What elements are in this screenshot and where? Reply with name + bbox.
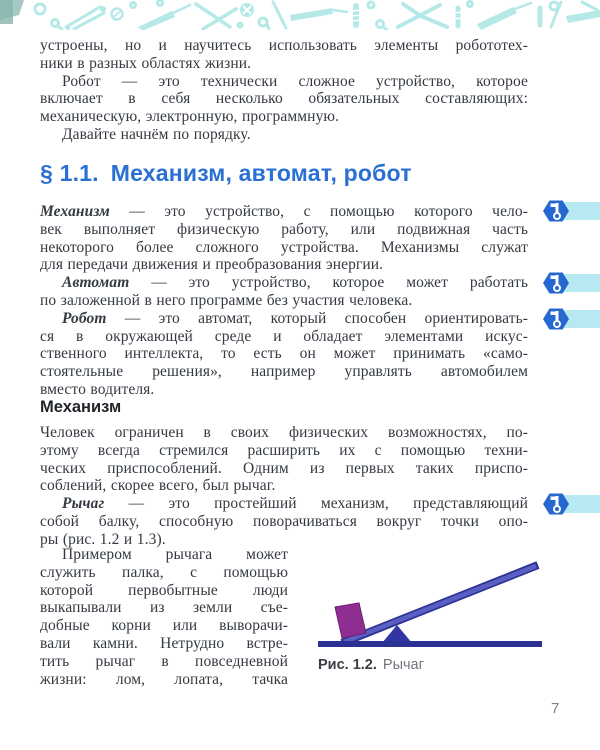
text-line: соблений, скорее всего, был рычаг. bbox=[40, 477, 276, 495]
intro-paragraphs bbox=[40, 37, 528, 144]
term-robot: Робот bbox=[62, 309, 107, 327]
text-line: включает в себя несколько обязательных составляющих: bbox=[40, 90, 528, 108]
text-line bbox=[40, 495, 528, 513]
text-line: собой балку, способную поворачиваться вокруг точки опо- bbox=[40, 512, 528, 530]
term-automaton: Автомат bbox=[62, 274, 130, 292]
text-line: стоятельные решения», например управлять автомобилем bbox=[40, 363, 528, 381]
keyword-marker bbox=[543, 270, 600, 296]
mechanism-paragraphs bbox=[40, 424, 528, 549]
text-line: устроены, но и научитесь использовать элементы робототех- bbox=[40, 37, 528, 54]
text-line: тить рычаг в повседневной bbox=[40, 652, 288, 670]
section-title: Механизм, автомат, робот bbox=[110, 160, 412, 186]
figure-caption bbox=[318, 657, 424, 673]
section-number: § 1.1. bbox=[40, 160, 99, 186]
text-run: — это устройство, которое может работать bbox=[129, 274, 528, 292]
text-line: ники в разных областях жизни. bbox=[40, 54, 252, 72]
text-line bbox=[40, 274, 528, 292]
text-line: Робот — это технически сложное устройство, которое bbox=[62, 72, 528, 90]
lever-diagram-icon bbox=[312, 552, 548, 656]
text-line: ственного интеллекта, то есть он может принимать «само- bbox=[40, 345, 528, 363]
key-icon bbox=[543, 270, 569, 296]
text-line: ческих приспособлений. Одним из первых таких приспо- bbox=[40, 459, 528, 477]
key-icon bbox=[543, 198, 569, 224]
figure-caption-text: Рычаг bbox=[382, 657, 424, 673]
text-run: — это устройство, с помощью которого чело- bbox=[109, 203, 528, 220]
term-mechanism: Механизм bbox=[40, 203, 110, 220]
top-border-pattern bbox=[0, 0, 600, 30]
text-line bbox=[40, 310, 528, 328]
text-line: некоторого более сложного устройства. Механизмы служат bbox=[40, 238, 528, 256]
keyword-marker bbox=[543, 491, 600, 517]
page-number: 7 bbox=[551, 700, 560, 717]
text-line: по заложенной в него программе без участия человека. bbox=[40, 291, 413, 309]
text-line: Давайте начнём по порядку. bbox=[62, 125, 251, 143]
key-icon bbox=[543, 306, 569, 332]
text-run: — это автомат, который способен ориентировать- bbox=[106, 309, 528, 327]
lever-example-column bbox=[40, 546, 288, 688]
text-line bbox=[40, 203, 528, 221]
text-line: ся в окружающей среде и обладает элементами искус- bbox=[40, 327, 528, 345]
load-cube bbox=[335, 603, 366, 638]
text-line: этому всегда стремился расширить их с помощью техни- bbox=[40, 441, 528, 459]
text-line: Человек ограничен в своих физических возможностях, по- bbox=[40, 424, 528, 441]
text-line: век выполняет физическую работу, или подвижная часть bbox=[40, 220, 528, 238]
text-line: механическую, электронную, программную. bbox=[40, 108, 340, 126]
term-lever: Рычаг bbox=[62, 495, 105, 513]
text-line: Примером рычага может bbox=[62, 546, 288, 563]
keyword-marker bbox=[543, 198, 600, 224]
text-line: выкапывали из земли съе- bbox=[40, 599, 288, 617]
figure-caption-label: Рис. 1.2. bbox=[318, 657, 377, 673]
text-line: ры (рис. 1.2 и 1.3). bbox=[40, 530, 166, 548]
key-icon bbox=[543, 491, 569, 517]
text-line: вместо водителя. bbox=[40, 380, 155, 398]
keyword-marker bbox=[543, 306, 600, 332]
section-heading bbox=[40, 160, 412, 187]
subsection-heading: Механизм bbox=[40, 398, 122, 416]
lever-figure bbox=[312, 552, 548, 652]
definitions-paragraphs bbox=[40, 203, 528, 399]
lever-beam bbox=[344, 566, 536, 642]
tools-doodle-pattern-icon bbox=[0, 0, 600, 30]
text-line: добные корни или выворачи- bbox=[40, 617, 288, 635]
text-line: которой первобытные люди bbox=[40, 581, 288, 599]
text-line: вали камни. Нетрудно встре- bbox=[40, 634, 288, 652]
text-line: жизни: лом, лопата, тачка bbox=[40, 670, 288, 688]
text-line: служить палка, с помощью bbox=[40, 563, 288, 581]
text-line: для передачи движения и преобразования энергии. bbox=[40, 256, 384, 274]
text-run: — это простейший механизм, представляющий bbox=[104, 495, 528, 513]
